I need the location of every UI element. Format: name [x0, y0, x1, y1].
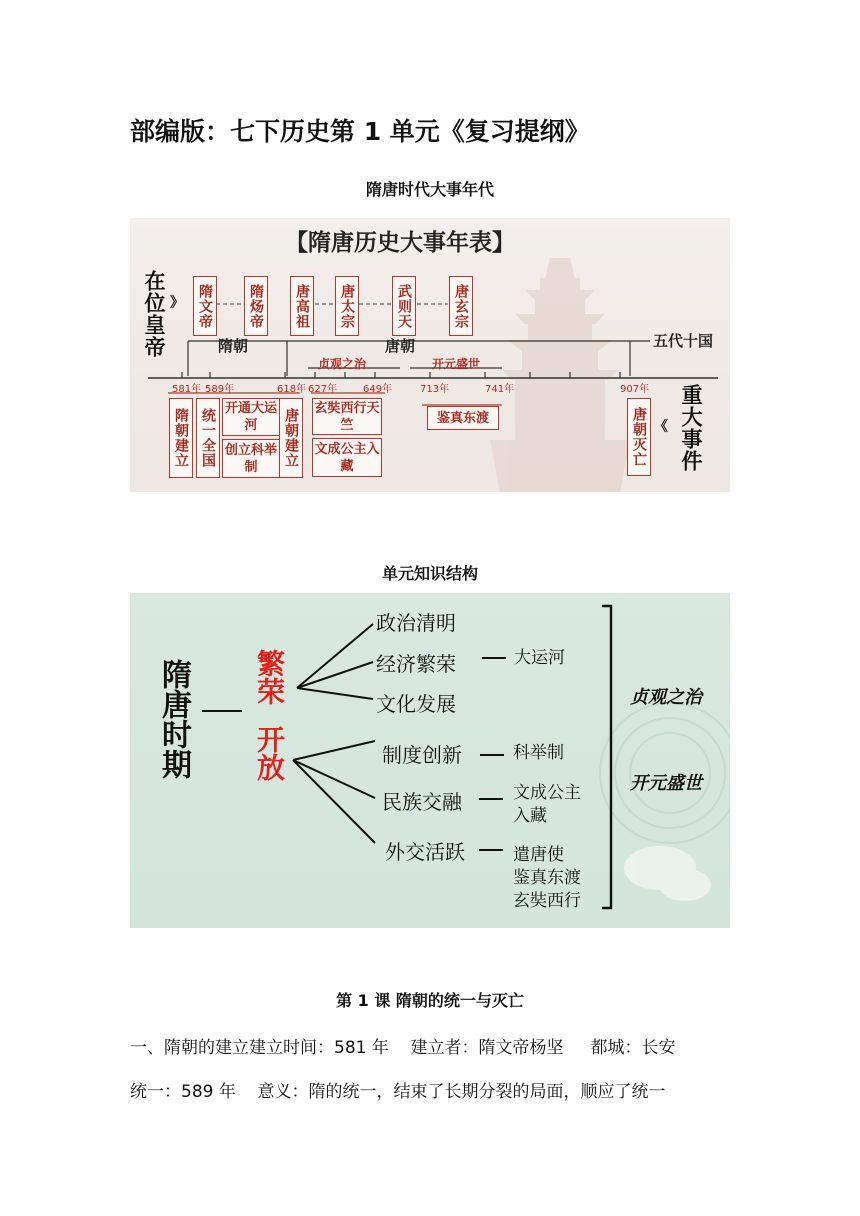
leaf-wencheng: 文成公主 入藏 — [513, 783, 581, 826]
event-tang-fall: 唐朝灭亡 — [627, 398, 651, 476]
paragraph-line: 统一：589 年 意义：隋的统一，结束了长期分裂的局面，顺应了统一 — [130, 1082, 666, 1102]
event-grand-canal: 开通大运河 — [222, 398, 280, 436]
year-627: 627年 — [308, 384, 338, 395]
era-five-dynasties: 五代十国 — [653, 332, 714, 350]
side-zhenguan: 贞观之治 — [630, 687, 702, 708]
emperor-tang-gaozu: 唐高祖 — [290, 276, 314, 336]
event-wencheng: 文成公主入藏 — [312, 438, 382, 477]
paragraph-line: 一、隋朝的建立建立时间：581 年 建立者：隋文帝杨坚 都城：长安 — [130, 1038, 676, 1058]
era-tang: 唐朝 — [385, 337, 416, 355]
leaf-imperial-exam: 科举制 — [513, 743, 564, 763]
year-581: 581年 — [172, 384, 202, 395]
event-sui-founded: 隋朝建立 — [169, 398, 193, 478]
branch-politics: 政治清明 — [376, 611, 456, 635]
side-kaiyuan: 开元盛世 — [630, 773, 702, 794]
branch-economy: 经济繁荣 — [376, 652, 456, 676]
structure-caption: 单元知识结构 — [381, 564, 478, 583]
structure-root: 隋唐时期 — [156, 659, 191, 779]
year-907: 907年 — [620, 384, 650, 395]
theme-prosperity: 繁荣 — [253, 649, 286, 705]
branch-culture: 文化发展 — [376, 692, 456, 716]
theme-openness: 开放 — [253, 725, 286, 781]
arrow-left-icon: 《 — [654, 419, 668, 435]
branch-diplomacy: 外交活跃 — [385, 840, 465, 864]
era-zhenguan: 贞观之治 — [318, 357, 367, 371]
timeline-figure — [130, 218, 730, 492]
event-imperial-exam: 创立科举制 — [222, 439, 280, 478]
leaf-grand-canal: 大运河 — [514, 648, 565, 668]
timeline-header: 【隋唐历史大事年表】 — [285, 230, 515, 256]
year-713: 713年 — [420, 384, 450, 395]
year-649: 649年 — [363, 384, 393, 395]
arrow-right-icon: 》 — [170, 295, 184, 311]
event-xuanzang: 玄奘西行天竺 — [312, 398, 382, 435]
year-741: 741年 — [485, 384, 515, 395]
lesson-title: 第 1 课 隋朝的统一与灭亡 — [336, 991, 524, 1010]
event-tang-founded: 唐朝建立 — [279, 398, 303, 478]
document-title: 部编版：七下历史第 1 单元《复习提纲》 — [130, 117, 590, 146]
emperor-sui-yangdi: 隋炀帝 — [244, 276, 268, 336]
branch-system: 制度创新 — [382, 743, 462, 767]
timeline-caption: 隋唐时代大事年代 — [365, 180, 494, 199]
structure-figure — [130, 593, 730, 928]
timeline-left-label: 在位皇帝 — [142, 270, 166, 358]
timeline-right-label: 重大事件 — [679, 384, 703, 472]
emperor-tang-xuanzong: 唐玄宗 — [449, 276, 473, 336]
year-589: 589年 — [205, 384, 235, 395]
era-kaiyuan: 开元盛世 — [432, 357, 481, 371]
year-618: 618年 — [277, 384, 307, 395]
branch-ethnic: 民族交融 — [382, 790, 462, 814]
event-unify: 统一全国 — [196, 398, 220, 478]
era-sui: 隋朝 — [218, 337, 249, 355]
event-jianzhen: 鉴真东渡 — [427, 406, 499, 430]
emperor-tang-taizong: 唐太宗 — [335, 276, 359, 336]
emperor-sui-wendi: 隋文帝 — [193, 276, 217, 336]
emperor-wu-zetian: 武则天 — [392, 276, 416, 336]
leaf-diplomacy: 遣唐使 鉴真东渡 玄奘西行 — [513, 845, 581, 911]
